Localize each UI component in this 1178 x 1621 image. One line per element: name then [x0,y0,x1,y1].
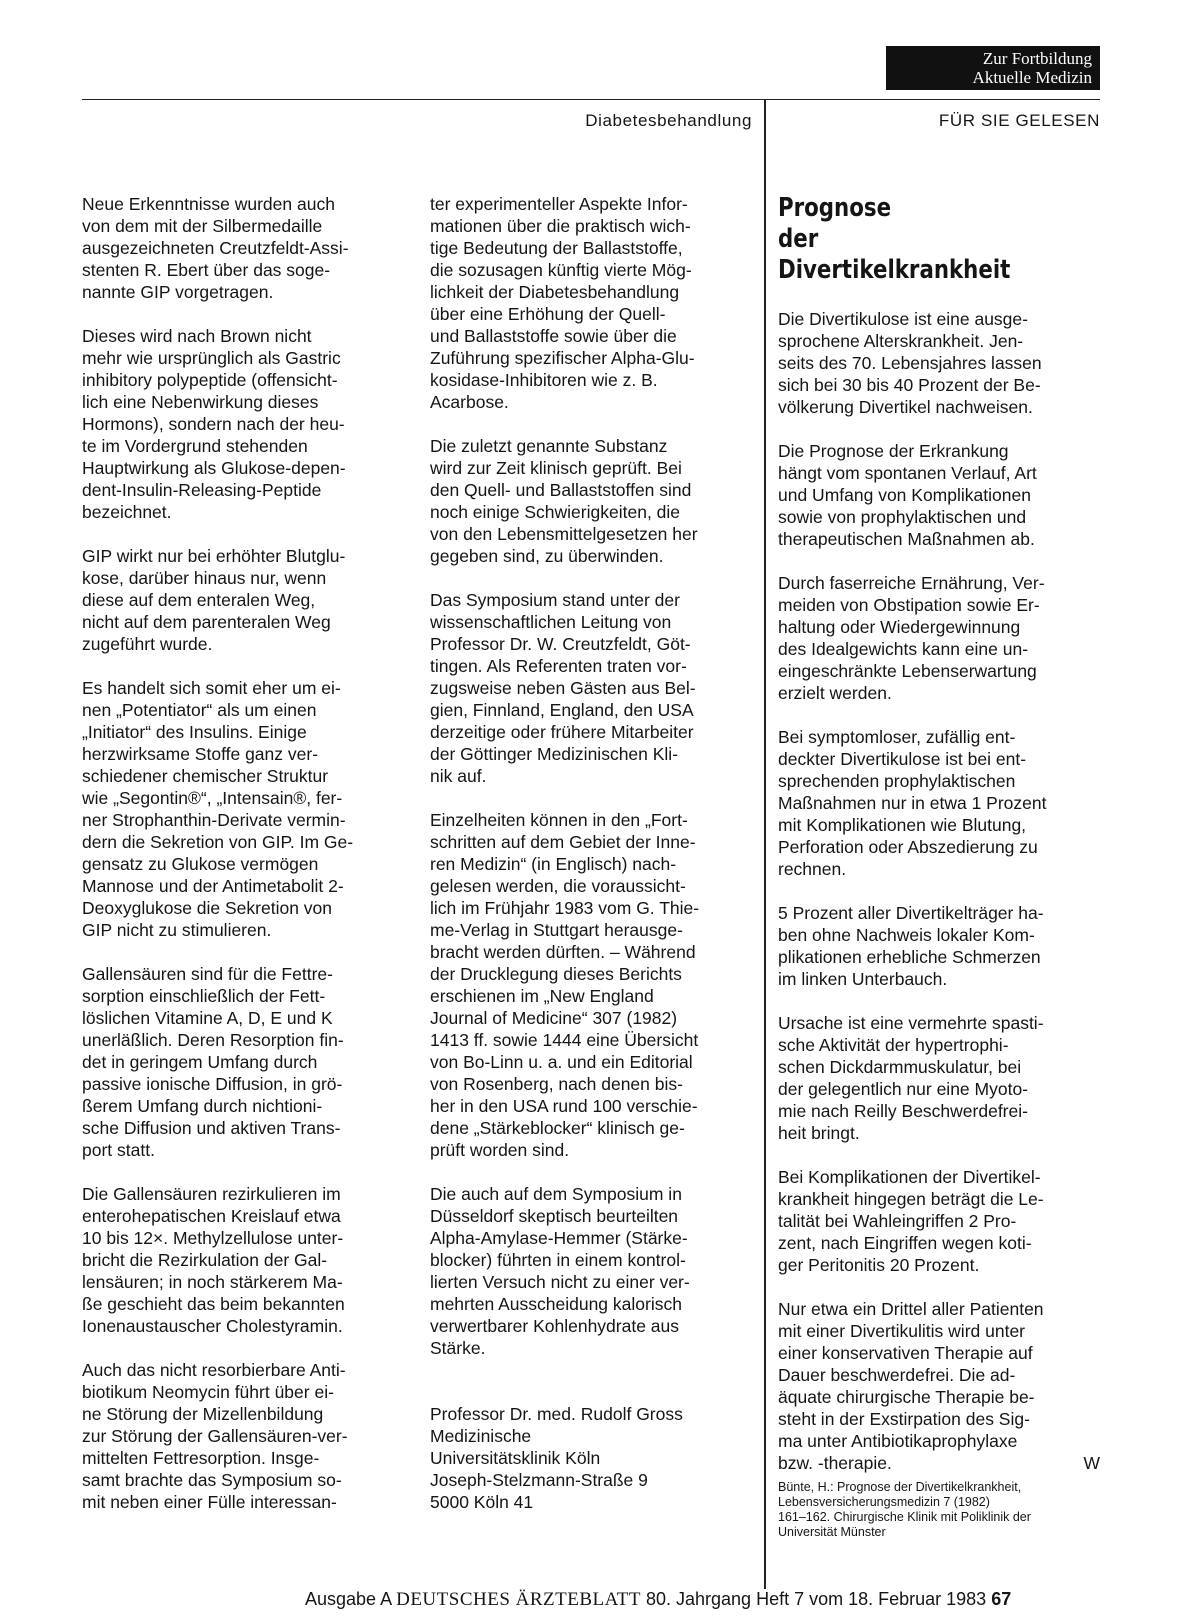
paragraph: ter experimenteller Aspekte Infor- mationen über die praktisch wich- tige Bedeutung der Ballaststoffe, die sozusagen künftig vierte Mög- lichkeit der Diabetesbehandlung über eine Erhöhung der Quell- und Ballaststoffe sowie über die Zuführung spezifischer Alpha-Glu- kosidase-Inhibitoren wie z. B. Acarbose. [430,194,695,412]
paragraph: Bei symptomloser, zufällig ent- deckter Divertikulose ist bei ent- sprechenden prophylaktischen Maßnahmen nur in etwa 1 Prozent mit Komplikationen wie Blutung, Perforation oder Abszedierung zu rechnen. [778,727,1047,879]
issue-info: 80. Jahrgang Heft 7 vom 18. Februar 1983 [645,1589,987,1609]
paragraph: Bei Komplikationen der Divertikel- krankheit hingegen beträgt die Le- talität bei Wahleingriffen 2 Pro- zent, nach Eingriffen wegen koti- ger Peritonitis 20 Prozent. [778,1167,1044,1275]
badge-line-2: Aktuelle Medizin [972,68,1092,87]
paragraph: Neue Erkenntnisse wurden auch von dem mit der Silbermedaille ausgezeichneten Creutzfeldt-Assi- stenten R. Ebert über das soge- nannte GIP vorgetragen. [82,194,349,302]
page-number: 67 [991,1589,1012,1609]
reference: Bünte, H.: Prognose der Divertikelkrankheit, Lebensversicherungsmedizin 7 (1982) 161–162. Chirurgische Klinik mit Poliklinik der Universität Münster [778,1480,1031,1539]
closing-line [778,1452,1100,1474]
journal-name: DEUTSCHES ÄRZTEBLATT [396,1589,641,1610]
header-rule [82,99,1100,100]
section-heading-right: FÜR SIE GELESEN [938,111,1100,130]
badge-line-1: Zur Fortbildung [982,49,1092,68]
paragraph: Die auch auf dem Symposium in Düsseldorf skeptisch beurteilten Alpha-Amylase-Hemmer (Stärke- blocker) führten in einem kontrol- lierten Versuch nicht zu einer ver- mehrten Ausscheidung kalorisch verwertbarer Kohlenhydrate aus Stärke. [430,1184,690,1358]
paragraph: GIP wirkt nur bei erhöhter Blutglu- kose, darüber hinaus nur, wenn diese auf dem enteralen Weg, nicht auf dem parenteralen Weg zugeführt wurde. [82,546,346,654]
closing-text: bzw. -therapie. [778,1453,892,1473]
rubric-badge [886,46,1100,90]
author-address: Professor Dr. med. Rudolf Gross Medizinische Universitätsklinik Köln Joseph-Stelzmann-Straße 9 5000 Köln 41 [430,1404,683,1512]
article-title: Prognose der Divertikelkrankheit [778,193,1011,285]
paragraph: Die zuletzt genannte Substanz wird zur Zeit klinisch geprüft. Bei den Quell- und Ballaststoffen sind noch einige Schwierigkeiten, die von den Lebensmittelgesetzen her gegeben sind, zu überwinden. [430,436,698,566]
column-2 [430,193,750,1535]
paragraph: Die Prognose der Erkrankung hängt vom spontanen Verlauf, Art und Umfang von Komplikationen sowie von prophylaktischen und therapeutischen Maßnahmen ab. [778,441,1037,549]
section-heading-left: Diabetesbehandlung [585,111,752,130]
paragraph: 5 Prozent aller Divertikelträger ha- ben ohne Nachweis lokaler Kom- plikationen erhebliche Schmerzen im linken Unterbauch. [778,903,1044,989]
paragraph: Einzelheiten können in den „Fort- schritten auf dem Gebiet der Inne- ren Medizin“ (in Englisch) nach- gelesen werden, die voraussicht- lich im Frühjahr 1983 vom G. Thie- me-Verlag in Stuttgart herausge- bracht werden dürften. – Während der Drucklegung dieses Berichts erschienen im „New England Journal of Medicine“ 307 (1982) 1413 ff. sowie 1444 eine Übersicht von Bo-Linn u. a. und ein Editorial von Rosenberg, nach denen bis- her in den USA rund 100 verschie- dene „Stärkeblocker“ klinisch ge- prüft worden sind. [430,810,700,1160]
paragraph: Die Divertikulose ist eine ausge- sprochene Alterskrankheit. Jen- seits des 70. Lebensjahres lassen sich bei 30 bis 40 Prozent der Be- völkerung Divertikel nachweisen. [778,309,1042,417]
edition: Ausgabe A [305,1589,392,1609]
paragraph: Dieses wird nach Brown nicht mehr wie ursprünglich als Gastric inhibitory polypeptide (offensicht- lich eine Nebenwirkung dieses Hormons), sondern nach der heu- te im Vordergrund stehenden Hauptwirkung als Glukose-depen- dent-Insulin-Releasing-Peptide bezeichnet. [82,326,346,522]
paragraph: Ursache ist eine vermehrte spasti- sche Aktivität der hypertrophi- schen Dickdarmmuskulatur, bei der gelegentlich nur eine Myoto- mie nach Reilly Beschwerdefrei- heit bringt. [778,1013,1044,1143]
page-footer [305,1589,1011,1611]
paragraph: Auch das nicht resorbierbare Anti- biotikum Neomycin führt über ei- ne Störung der Mizellenbildung zur Störung der Gallensäuren-ver- mittelten Fettresorption. Insge- samt brachte das Symposium so- mit neben einer Fülle interessan- [82,1360,348,1512]
paragraph: Gallensäuren sind für die Fettre- sorption einschließlich der Fett- löslichen Vitamine A, D, E und K unerläßlich. Deren Resorption fin- det in geringem Umfang durch passive ionische Diffusion, in grö- ßerem Umfang durch nichtioni- sche Diffusion und aktiven Trans- port statt. [82,964,344,1160]
column-1 [82,193,402,1535]
paragraph: Das Symposium stand unter der wissenschaftlichen Leitung von Professor Dr. W. Creutzfeldt, Göt- tingen. Als Referenten traten vor- zugsweise neben Gästen aus Bel- gien, Finnland, England, den USA derzeitige oder frühere Mitarbeiter der Göttinger Medizinischen Kli- nik auf. [430,590,696,786]
paragraph: Die Gallensäuren rezirkulieren im enterohepatischen Kreislauf etwa 10 bis 12×. Methylzellulose unter- bricht die Rezirkulation der Gal- lensäuren; in noch stärkerem Ma- ße geschieht das beim bekannten Ionenaustauscher Cholestyramin. [82,1184,345,1336]
paragraph: Durch faserreiche Ernährung, Ver- meiden von Obstipation sowie Er- haltung oder Wiedergewinnung des Idealgewichts kann eine un- eingeschränkte Lebenserwartung erzielt werden. [778,573,1045,703]
paragraph: Nur etwa ein Drittel aller Patienten mit einer Divertikulitis wird unter einer konservativen Therapie auf Dauer beschwerdefrei. Die ad- äquate chirurgische Therapie be- steht in der Exstirpation des Sig- ma unter Antibiotikaprophylaxe [778,1299,1044,1451]
paragraph: Es handelt sich somit eher um ei- nen „Potentiator“ als um einen „Initiator“ des Insulins. Einige herzwirksame Stoffe ganz ver- schiedener chemischer Struktur wie „Segontin®“, „Intensain®, fer- ner Strophanthin-Derivate vermin- dern die Sekretion von GIP. Im Ge- gensatz zu Glukose vermögen Mannose und der Antimetabolit 2- Deoxyglukose die Sekretion von GIP nicht zu stimulieren. [82,678,354,940]
column-divider [764,99,766,1589]
column-3 [778,193,1100,1562]
author-initial: W [1083,1453,1100,1473]
